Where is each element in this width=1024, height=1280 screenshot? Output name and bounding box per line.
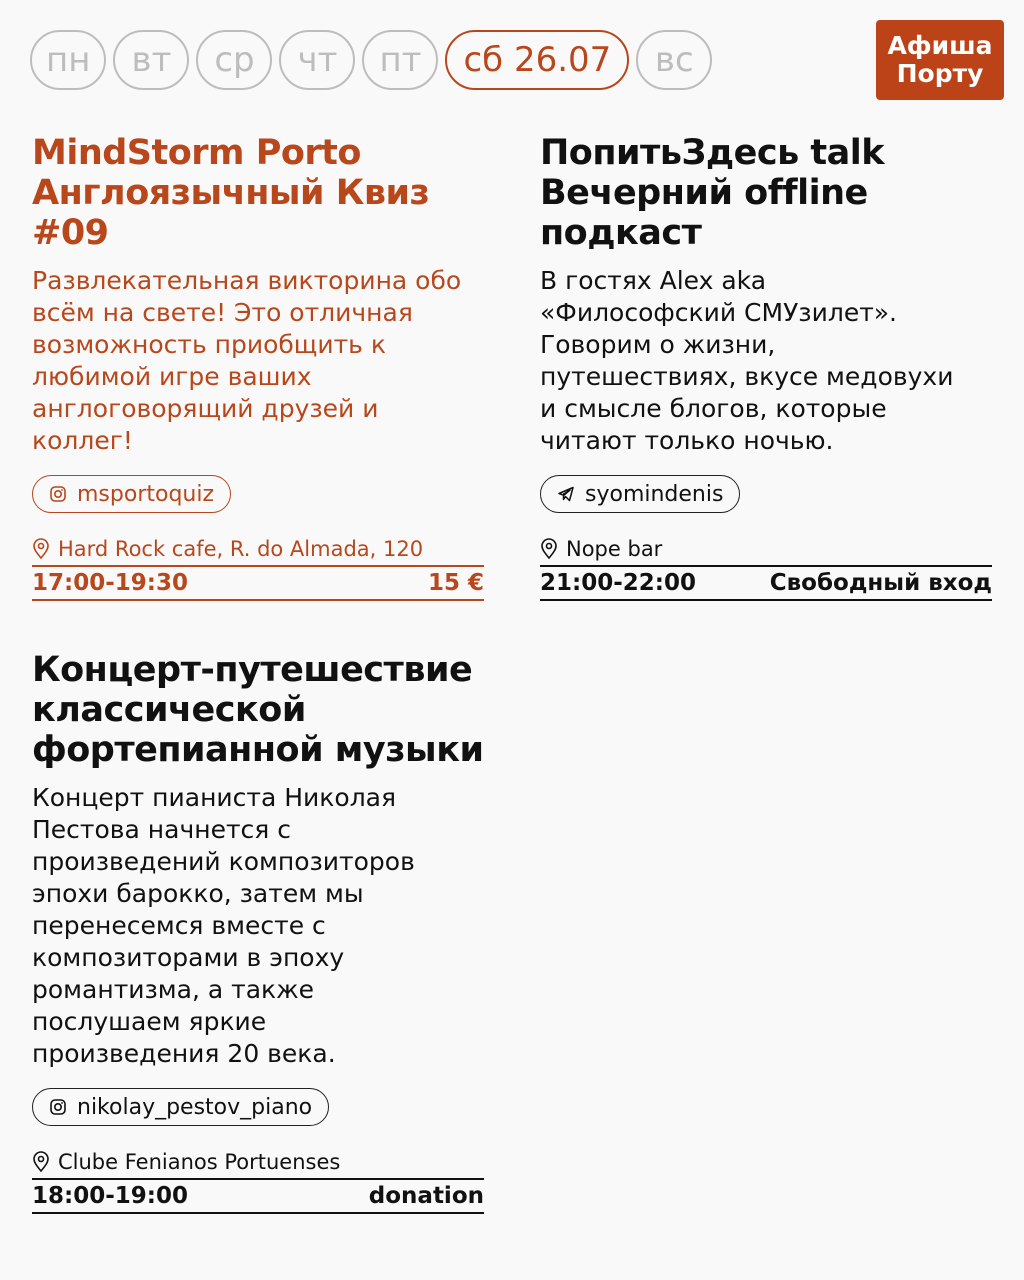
description-line: Пестова начнется с xyxy=(32,815,291,844)
event-description xyxy=(32,265,484,457)
description-line: композиторами в эпоху xyxy=(32,943,345,972)
event-title-line: ПопитьЗдесь talk xyxy=(540,133,885,173)
description-line: В гостях Alex aka xyxy=(540,266,767,295)
description-line: всём на свете! Это отличная xyxy=(32,298,413,327)
tag-handle: nikolay_pestov_piano xyxy=(77,1094,313,1120)
event-description xyxy=(32,782,484,1070)
tag-handle: syomindenis xyxy=(585,481,724,507)
instagram-icon xyxy=(49,485,67,503)
telegram-tag-link[interactable] xyxy=(540,475,740,513)
event-title xyxy=(540,133,992,253)
description-line: перенесемся вместе с xyxy=(32,911,326,940)
day-tab-fri[interactable]: пт xyxy=(362,30,438,90)
event-venue xyxy=(32,535,484,563)
event-price: 15 € xyxy=(427,570,484,596)
day-tab-wed[interactable]: ср xyxy=(196,30,272,90)
description-line: возможность приобщить к xyxy=(32,330,386,359)
description-line: Концерт пианиста Николая xyxy=(32,783,397,812)
event-time: 21:00-22:00 xyxy=(540,570,696,596)
event-title-line: подкаст xyxy=(540,213,702,253)
instagram-icon xyxy=(49,1098,67,1116)
event-card-mindstorm xyxy=(32,133,484,601)
instagram-tag-link[interactable] xyxy=(32,1088,329,1126)
event-card-popitzdes xyxy=(540,133,992,601)
description-line: эпохи барокко, затем мы xyxy=(32,879,364,908)
event-title-line: Англоязычный Квиз xyxy=(32,173,430,213)
description-line: путешествиях, вкусе медовухи xyxy=(540,362,954,391)
description-line: англоговорящий друзей и xyxy=(32,394,379,423)
description-line: Говорим о жизни, xyxy=(540,330,776,359)
event-title xyxy=(32,650,484,770)
event-meta-bar xyxy=(32,1178,484,1214)
event-title-line: Вечерний offline xyxy=(540,173,868,213)
logo xyxy=(876,20,1004,100)
location-pin-icon xyxy=(540,538,558,560)
day-tab-sun[interactable]: вс xyxy=(636,30,712,90)
description-line: послушаем яркие xyxy=(32,1007,267,1036)
venue-name: Hard Rock cafe, R. do Almada, 120 xyxy=(58,537,424,561)
event-venue xyxy=(32,1148,484,1176)
location-pin-icon xyxy=(32,1151,50,1173)
venue-name: Clube Fenianos Portuenses xyxy=(58,1150,341,1174)
event-venue xyxy=(540,535,992,563)
description-line: произведения 20 века. xyxy=(32,1039,336,1068)
event-title-line: классической xyxy=(32,690,306,730)
day-selector xyxy=(30,30,712,90)
description-line: коллег! xyxy=(32,426,133,455)
event-title xyxy=(32,133,484,253)
description-line: Развлекательная викторина обо xyxy=(32,266,462,295)
description-line: «Философский СМУзилет». xyxy=(540,298,898,327)
tag-handle: msportoquiz xyxy=(77,481,215,507)
venue-name: Nope bar xyxy=(566,537,663,561)
event-title-line: #09 xyxy=(32,213,109,253)
description-line: и смысле блогов, которые xyxy=(540,394,887,423)
location-pin-icon xyxy=(32,538,50,560)
day-tab-mon[interactable]: пн xyxy=(30,30,106,90)
event-time: 18:00-19:00 xyxy=(32,1183,188,1209)
telegram-icon xyxy=(557,485,575,503)
event-card-piano-concert xyxy=(32,650,484,1214)
description-line: произведений композиторов xyxy=(32,847,415,876)
day-tab-tue[interactable]: вт xyxy=(113,30,189,90)
instagram-tag-link[interactable] xyxy=(32,475,231,513)
logo-line-1: Афиша xyxy=(887,31,993,60)
day-tab-sat-active[interactable]: сб 26.07 xyxy=(445,30,629,90)
event-meta-bar xyxy=(32,565,484,601)
description-line: романтизма, а также xyxy=(32,975,315,1004)
event-meta-bar xyxy=(540,565,992,601)
logo-line-2: Порту xyxy=(896,59,984,88)
description-line: любимой игре ваших xyxy=(32,362,312,391)
event-price: donation xyxy=(368,1183,484,1209)
event-description xyxy=(540,265,992,457)
event-title-line: Концерт-путешествие xyxy=(32,650,473,690)
event-time: 17:00-19:30 xyxy=(32,570,188,596)
event-title-line: фортепианной музыки xyxy=(32,730,484,770)
event-title-line: MindStorm Porto xyxy=(32,133,361,173)
event-price: Свободный вход xyxy=(769,570,992,596)
description-line: читают только ночью. xyxy=(540,426,834,455)
day-tab-thu[interactable]: чт xyxy=(279,30,355,90)
